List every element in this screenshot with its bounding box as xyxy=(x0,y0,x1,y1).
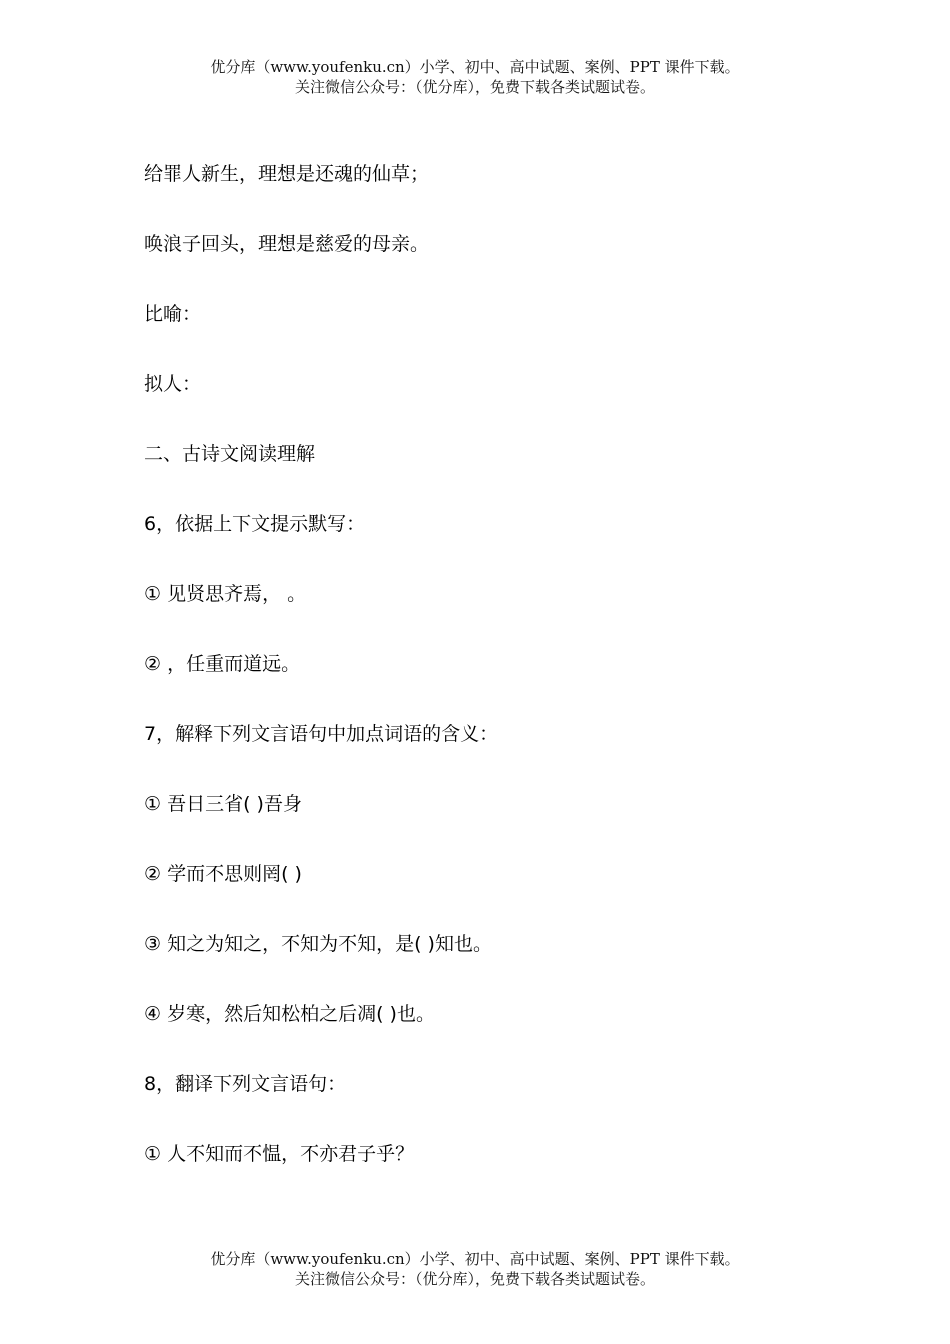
question-8: 8，翻译下列文言语句： xyxy=(144,1073,347,1095)
question-item: ① 吾日三省( )吾身 xyxy=(144,793,302,815)
question-item: ① 见贤思齐焉， 。 xyxy=(144,583,307,605)
document-body xyxy=(144,160,844,1210)
body-line: 唤浪子回头，理想是慈爱的母亲。 xyxy=(144,233,430,255)
page-footer xyxy=(0,1249,950,1289)
question-item: ② ，任重而道远。 xyxy=(144,653,301,675)
footer-line-2: 关注微信公众号：（优分库），免费下载各类试题试卷。 xyxy=(294,1270,655,1288)
question-7: 7，解释下列文言语句中加点词语的含义： xyxy=(144,723,499,745)
page-header xyxy=(0,57,950,97)
question-item: ③ 知之为知之，不知为不知，是( )知也。 xyxy=(144,933,492,955)
footer-line-1: 优分库（www.youfenku.cn）小学、初中、高中试题、案例、PPT 课件下载。 xyxy=(210,1250,740,1268)
header-line-2: 关注微信公众号：（优分库），免费下载各类试题试卷。 xyxy=(294,78,655,96)
body-line: 给罪人新生，理想是还魂的仙草； xyxy=(144,163,430,185)
section-heading: 二、古诗文阅读理解 xyxy=(144,443,316,465)
body-line: 拟人： xyxy=(144,373,202,395)
question-item: ② 学而不思则罔( ) xyxy=(144,863,302,885)
question-item: ④ 岁寒，然后知松柏之后凋( )也。 xyxy=(144,1003,435,1025)
question-6: 6，依据上下文提示默写： xyxy=(144,513,366,535)
header-line-1: 优分库（www.youfenku.cn）小学、初中、高中试题、案例、PPT 课件下载。 xyxy=(210,58,740,76)
question-item: ① 人不知而不愠，不亦君子乎？ xyxy=(144,1143,415,1165)
body-line: 比喻： xyxy=(144,303,202,325)
